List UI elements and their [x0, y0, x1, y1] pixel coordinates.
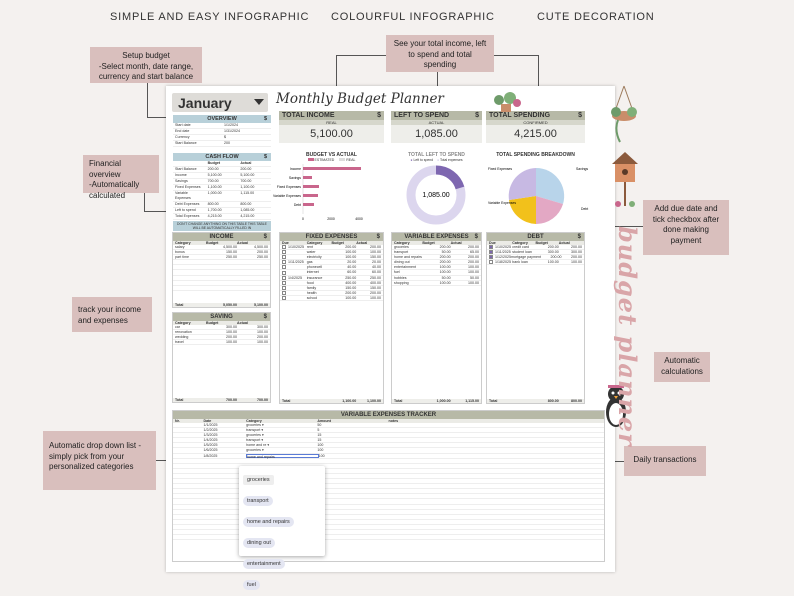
table-row[interactable]: 1/12/2025 mortgage payment 200.00 200.00 — [487, 255, 584, 260]
table-row[interactable]: 1/4/2025 transport ▾ 15 — [173, 438, 604, 443]
table-row[interactable]: family 150.00 150.00 — [280, 286, 383, 291]
checkbox[interactable] — [489, 260, 493, 264]
table-row[interactable]: 1/18/2025 bank loan 100.00 100.00 — [487, 260, 584, 265]
plant-decoration-icon — [486, 92, 526, 114]
table-row[interactable]: fuel 100.00 100.00 — [392, 270, 481, 275]
table-row[interactable]: 1/6/2025 groceries ▾ 100 — [173, 448, 604, 453]
bva-cat: Fixed Expenses — [276, 185, 301, 189]
table-row[interactable]: dining out 200.00 200.00 — [392, 260, 481, 265]
overview-panel — [173, 115, 271, 147]
variable-expenses-tracker: VARIABLE EXPENSES TRACKER Nr. Date Category Amount notes 1/1/2025 groceries ▾ 50 1/2/2025 transport ▾ 5 1/3/2025 groceries ▾ 15 1/4/2025 transport ▾ 15 1/5/2025 home and re ▾ 100 1/6/2025 groceries ▾ 100 1/8/2025 home and repairs 100 — [172, 410, 605, 562]
checkbox[interactable] — [282, 286, 286, 290]
table-row: Debt Expenses 800.00 800.00 — [173, 202, 271, 208]
table-row[interactable]: shopping 100.00 100.00 — [392, 281, 481, 286]
bva-cat: Income — [289, 167, 301, 171]
table-row[interactable]: 1/11/2025 gas 20.00 20.00 — [280, 260, 383, 265]
sheet-title: Monthly Budget Planner — [276, 91, 444, 107]
table-row[interactable]: 1/10/2025 credit card 200.00 200.00 — [487, 245, 584, 250]
variable-total: Total 1,000.00 1,115.00 — [392, 399, 481, 403]
table-row[interactable]: phonecell 40.00 40.00 — [280, 265, 383, 270]
table-row[interactable]: travel 100.00 100.00 — [175, 340, 268, 345]
table-row[interactable]: wedding 200.00 200.00 — [175, 335, 268, 340]
donut-legend: ● Left to spend ● Total expenses — [410, 158, 463, 162]
category-select[interactable]: home and re ▾ — [246, 443, 270, 448]
table-row[interactable]: hobbies 50.00 50.00 — [392, 276, 481, 281]
birdhouse-icon — [610, 148, 640, 214]
table-row[interactable]: bonus 150.00 200.00 — [175, 250, 268, 255]
spending-breakdown-chart — [486, 152, 608, 228]
table-row: Left to spend 1,700.00 1,085.00 — [173, 208, 271, 214]
checkbox[interactable] — [282, 291, 286, 295]
income-total: Total 5,050.00 5,100.00 — [175, 303, 268, 307]
table-row[interactable]: 1/2/2025 transport ▾ 5 — [173, 428, 604, 433]
bar-income — [303, 167, 361, 170]
debt-table: DEBT $ Due Category Budget Actual 1/10/2025 credit card 200.00 200.00 1/11/2025 student loan 300.00 300.00 1/12/2025 mortgage payment 200.00 200.00 1/18/2025 bank loan 100.00 100.00 Total 800.00 800.00 — [486, 232, 585, 404]
pie-label: Fixed Expenses — [488, 167, 513, 171]
overview-header: OVERVIEW $ — [173, 115, 271, 123]
checkbox[interactable] — [489, 245, 493, 249]
dropdown-option[interactable]: home and repairs — [243, 517, 294, 527]
overview-table — [173, 123, 271, 147]
table-row[interactable]: 1/8/2025 home and repairs 100 — [173, 454, 604, 459]
category-select[interactable]: transport ▾ — [246, 428, 264, 433]
category-dropdown-menu[interactable] — [239, 466, 325, 588]
pie-label: Variable Expenses — [488, 201, 517, 205]
table-row[interactable]: salary 4,500.00 4,500.00 — [175, 245, 268, 249]
table-row[interactable]: home and repairs 200.00 200.00 — [392, 255, 481, 260]
table-row[interactable]: water 100.00 100.00 — [280, 250, 383, 255]
bar-variable — [303, 194, 318, 197]
dropdown-option[interactable]: fuel — [243, 580, 260, 590]
checkbox[interactable] — [282, 265, 286, 269]
table-row: Fixed Expenses 1,100.00 1,100.00 — [173, 185, 271, 191]
saving-table: SAVING $ Category Budget Actual car 300.00 300.00 renovation 100.00 100.00 wedding 200.00 200.00 travel 100.00 100.00 Total 700.00 700.00 — [172, 312, 271, 403]
table-row: Savings 700.00 700.00 — [173, 179, 271, 185]
pie-label: Debt — [581, 207, 589, 211]
card-total-income: TOTAL INCOME $ REAL 5,100.00 — [279, 111, 384, 143]
header-colourful: COLOURFUL INFOGRAPHIC — [331, 11, 495, 23]
table-row[interactable]: 1/4/2025 insurance 250.00 250.00 — [280, 276, 383, 281]
header-simple: SIMPLE AND EASY INFOGRAPHIC — [110, 11, 310, 23]
table-row[interactable]: food 400.00 400.00 — [280, 281, 383, 286]
bva-title: BUDGET VS ACTUAL — [306, 152, 357, 158]
month-label: January — [178, 95, 232, 111]
total-spending-value: 4,215.00 — [486, 125, 585, 143]
pie-label: Savings — [576, 167, 589, 171]
budget-sheet — [166, 86, 615, 572]
donut-center: 1,085.00 — [422, 192, 450, 199]
card-left-to-spend: LEFT TO SPEND $ ACTUAL 1,085.00 — [391, 111, 482, 143]
bar-savings — [303, 176, 312, 179]
callout-total: See your total income, left to spend and total spending — [386, 35, 494, 72]
card-total-spending: TOTAL SPENDING $ CONFIRMED 4,215.00 — [486, 111, 585, 143]
connector-line — [336, 55, 386, 56]
table-row[interactable]: Currency $ — [173, 135, 271, 141]
table-row[interactable]: 1/3/2025 groceries ▾ 15 — [173, 433, 604, 438]
checkbox[interactable] — [282, 255, 286, 259]
category-select[interactable]: groceries ▾ — [246, 423, 264, 427]
cashflow-panel — [173, 153, 271, 231]
category-select[interactable]: groceries ▾ — [246, 448, 264, 453]
callout-track: track your income and expenses — [72, 297, 152, 332]
bva-cat: Debt — [293, 203, 301, 207]
cashflow-table: Budget Actual Start Balance 200.00 200.00 Income 5,100.00 5,100.00 Savings 700.00 700.00 Fixed Expenses 1,100.00 1,100.00 Variable Expenses 1,000.00 1,115.00 Debt Expenses 800.00 800.00 Left to spend 1,700.00 1,085.00 Total Expenses 4,215.00 4,215.00 — [173, 161, 271, 220]
table-row[interactable]: 1/11/2025 student loan 300.00 300.00 — [487, 250, 584, 255]
donut-title: TOTAL LEFT TO SPEND — [408, 152, 465, 158]
checkbox[interactable] — [282, 260, 286, 264]
table-row: Income 5,100.00 5,100.00 — [173, 173, 271, 179]
saving-total: Total 700.00 700.00 — [175, 398, 268, 402]
pie-title: TOTAL SPENDING BREAKDOWN — [496, 152, 575, 158]
month-dropdown[interactable] — [172, 93, 268, 112]
bva-tick: 2000 — [327, 217, 335, 221]
header-cute: CUTE DECORATION — [537, 11, 655, 23]
fixed-total: Total 1,100.00 1,100.00 — [282, 399, 381, 403]
connector-line — [144, 193, 145, 211]
table-row[interactable]: 1/10/2025 rent 200.00 200.00 — [280, 245, 383, 250]
table-row[interactable]: internet 60.00 60.00 — [280, 270, 383, 275]
dropdown-option[interactable]: transport — [243, 496, 273, 506]
table-row: Variable Expenses 1,000.00 1,115.00 — [173, 191, 271, 202]
table-row[interactable]: groceries 200.00 200.00 — [392, 245, 481, 250]
checkbox[interactable] — [282, 281, 286, 285]
bar-fixed — [303, 185, 319, 188]
checkbox[interactable] — [489, 250, 493, 254]
table-row[interactable]: Start date 1/1/2024 — [173, 123, 271, 129]
category-select[interactable]: transport ▾ — [246, 438, 264, 443]
bva-plot — [272, 162, 384, 226]
dropdown-option[interactable]: dining out — [243, 538, 275, 548]
table-row[interactable]: car 300.00 300.00 — [175, 325, 268, 329]
checkbox[interactable] — [282, 276, 286, 280]
donut-plot — [391, 163, 482, 227]
table-row[interactable]: electricity 100.00 150.00 — [280, 255, 383, 260]
bva-legend: ESTIMATED REAL — [279, 158, 384, 162]
left-to-spend-value: 1,085.00 — [391, 125, 482, 143]
bar-debt — [303, 203, 314, 206]
pie-slice-fixed — [509, 168, 536, 200]
table-row[interactable]: 1/1/2025 groceries ▾ 50 — [173, 423, 604, 428]
table-row[interactable]: school 100.00 100.00 — [280, 296, 383, 301]
checkbox[interactable] — [282, 271, 286, 275]
callout-setup-budget: Setup budget -Select month, date range, currency and start balance — [90, 47, 202, 83]
checkbox[interactable] — [282, 245, 286, 249]
variable-expenses-table: VARIABLE EXPENSES $ Category Budget Actual groceries 200.00 200.00 transport 50.00 65.00 home and repairs 200.00 200.00 dining out 200.00 200.00 entertainment 100.00 100.00 fuel 100.00 100.00 hobbies 50.00 50.00 shopping 100.00 100.00 Total 1,000.00 1,115.00 — [391, 232, 482, 404]
callout-financial: Financial overview -Automatically calculated — [83, 155, 159, 193]
chevron-down-icon — [254, 99, 264, 105]
budget-vs-actual-chart — [272, 152, 384, 228]
fixed-expenses-table: FIXED EXPENSES $ Due Category Budget Actual 1/10/2025 rent 200.00 200.00 water 100.00 100.00 electricity 100.00 150.00 1/11/2025 gas 20.00 20.00 phonecell 40.00 40.00 internet 60.00 60.00 1/4/2025 insurance 250.00 250.00 food 400.00 400.00 family 150.00 150.00 health 200.00 200.00 school 100.00 100.00 Total 1,100.00 1,100.00 — [279, 232, 384, 404]
table-row: Start Balance 200.00 200.00 — [173, 167, 271, 173]
table-row[interactable]: transport 50.00 65.00 — [392, 250, 481, 255]
category-select[interactable]: groceries ▾ — [246, 433, 264, 438]
table-row[interactable]: renovation 100.00 100.00 — [175, 330, 268, 335]
table-row[interactable]: health 200.00 200.00 — [280, 291, 383, 296]
left-to-spend-chart — [391, 152, 482, 228]
table-row: Total Expenses 4,215.00 4,215.00 — [173, 214, 271, 220]
bva-cat: Savings — [288, 176, 301, 180]
connector-line — [494, 55, 538, 56]
debt-total: Total 800.00 800.00 — [489, 399, 582, 403]
checkbox[interactable] — [489, 255, 493, 259]
tracker-title: VARIABLE EXPENSES TRACKER — [173, 411, 604, 419]
table-row[interactable]: part time 250.00 250.00 — [175, 255, 268, 260]
callout-auto-calc: Automatic calculations — [654, 352, 710, 382]
bva-tick: 4000 — [355, 217, 363, 221]
callout-due-date: Add due date and tick checkbox after done making payment — [643, 200, 729, 255]
table-row[interactable]: 1/5/2025 home and re ▾ 100 — [173, 443, 604, 448]
bva-tick: 0 — [302, 217, 304, 221]
checkbox[interactable] — [282, 296, 286, 300]
cashflow-note: DON'T CHANGE ANYTHING ON THIS TABLE THIS TABLE WILL BE AUTOMATICALLY FILLED IN — [173, 221, 271, 231]
table-row[interactable]: entertainment 100.00 100.00 — [392, 265, 481, 270]
table-row[interactable]: Start Balance 200 — [173, 141, 271, 147]
pie-plot — [486, 160, 608, 228]
table-row[interactable]: End date 1/31/2024 — [173, 129, 271, 135]
income-table: INCOME $ Category Budget Actual salary 4,500.00 4,500.00 bonus 150.00 200.00 part time 250.00 250.00 Total 5,050.00 5,100.00 — [172, 232, 271, 308]
callout-daily: Daily transactions — [624, 446, 706, 476]
dropdown-option[interactable]: entertainment — [243, 559, 285, 569]
category-select-active[interactable]: home and repairs — [246, 454, 319, 458]
connector-line — [147, 83, 148, 117]
budget-planner-script: budget planner — [613, 226, 642, 447]
dropdown-option[interactable]: groceries — [243, 475, 274, 485]
hanging-plant-icon — [606, 86, 642, 146]
total-income-value: 5,100.00 — [279, 125, 384, 143]
checkbox[interactable] — [282, 250, 286, 254]
bva-cat: Variable Expenses — [272, 194, 301, 198]
callout-dropdown: Automatic drop down list - simply pick from your personalized categories — [43, 431, 156, 490]
cashflow-header: CASH FLOW $ — [173, 153, 271, 161]
